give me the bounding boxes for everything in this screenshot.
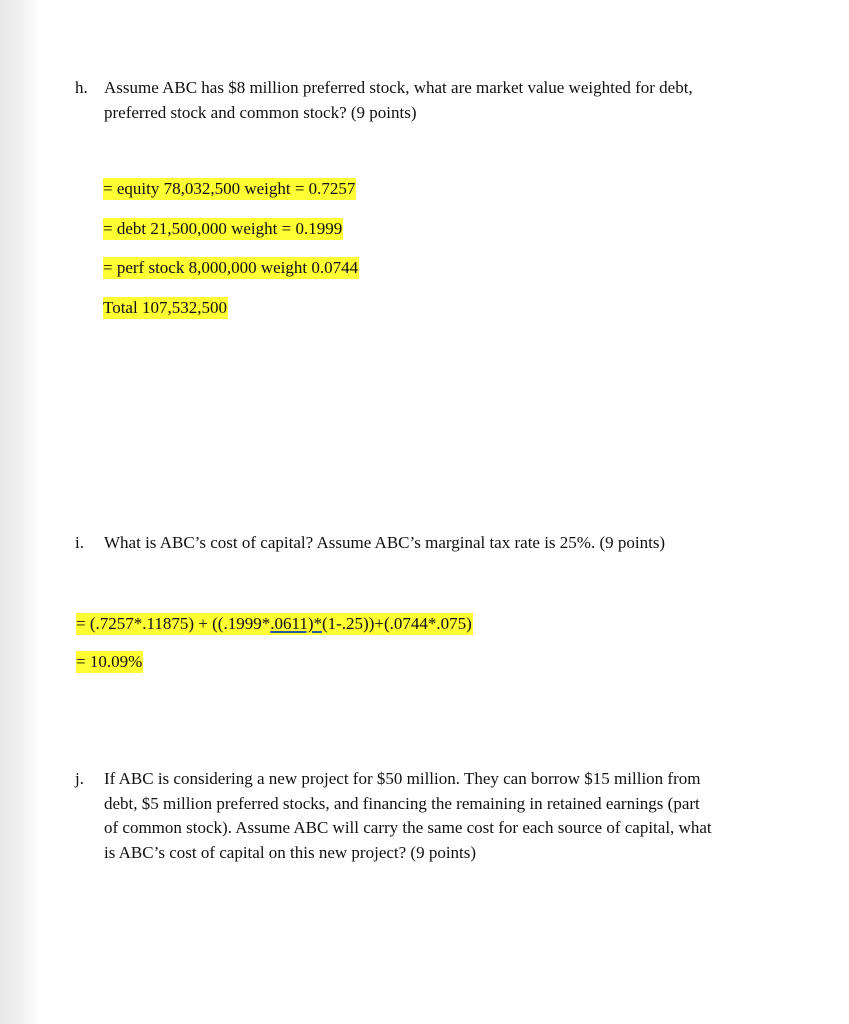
answer-h-preferred-stock: = perf stock 8,000,000 weight 0.0744: [103, 258, 359, 277]
formula-part-1: = (.7257*.11875) + ((.1999*: [76, 614, 271, 633]
question-j-line-2: debt, $5 million preferred stocks, and financing the remaining in retained earnings (part: [104, 793, 700, 813]
question-j-line-4: is ABC’s cost of capital on this new project? (9 points): [104, 842, 477, 862]
question-j-label: j.: [75, 769, 84, 788]
question-i-label: i.: [75, 533, 84, 552]
question-h-text: [104, 76, 693, 125]
answer-h-debt: = debt 21,500,000 weight = 0.1999: [103, 219, 343, 238]
question-h-line-2: preferred stock and common stock? (9 points): [104, 102, 417, 122]
question-h-label: h.: [75, 78, 88, 97]
question-j-text: [104, 767, 712, 865]
formula-part-underlined: .0611)*: [270, 614, 322, 633]
answer-h-total: Total 107,532,500: [103, 298, 227, 317]
question-i-line-1: What is ABC’s cost of capital? Assume ABC’s marginal tax rate is 25%. (9 points): [104, 533, 666, 552]
answer-i-result: = 10.09%: [76, 652, 143, 671]
question-j-line-3: of common stock). Assume ABC will carry the same cost for each source of capital, what: [104, 818, 712, 837]
question-j-line-1: If ABC is considering a new project for $50 million. They can borrow $15 million from: [104, 769, 701, 788]
answer-i-formula: [76, 613, 473, 635]
question-i-text: [104, 531, 665, 556]
answer-h-equity: = equity 78,032,500 weight = 0.7257: [103, 179, 356, 198]
formula-part-3: (1-.25))+(.0744*.075): [321, 614, 472, 633]
question-h-line-1: Assume ABC has $8 million preferred stock, what are market value weighted for debt,: [104, 78, 693, 97]
page-left-margin-shadow: [0, 0, 40, 1024]
